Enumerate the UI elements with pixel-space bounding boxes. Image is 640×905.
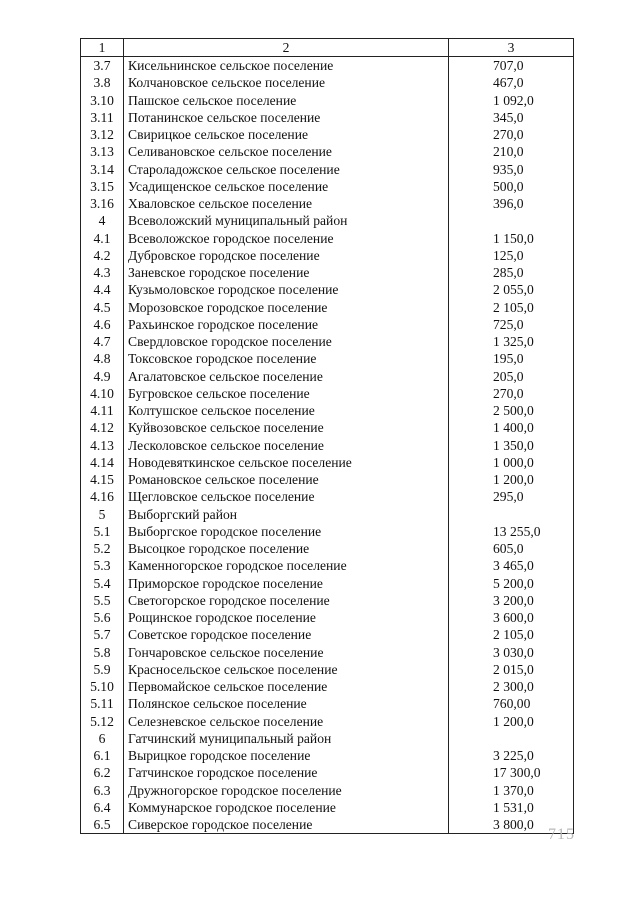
column-header-value: 3 (449, 39, 574, 57)
row-value: 760,00 (449, 695, 574, 712)
row-number: 3.10 (81, 92, 124, 109)
table-row (81, 368, 574, 385)
table-row (81, 264, 574, 281)
row-name: Рощинское городское поселение (124, 609, 449, 626)
table-row (81, 799, 574, 816)
column-header-name: 2 (124, 39, 449, 57)
row-name: Колчановское сельское поселение (124, 74, 449, 91)
row-number: 5.1 (81, 523, 124, 540)
row-name: Заневское городское поселение (124, 264, 449, 281)
row-name: Свирицкое сельское поселение (124, 126, 449, 143)
row-value: 3 200,0 (449, 592, 574, 609)
row-number: 5.12 (81, 713, 124, 730)
table-row (81, 195, 574, 212)
row-number: 4.16 (81, 488, 124, 505)
row-name: Красносельское сельское поселение (124, 661, 449, 678)
row-number: 5.6 (81, 609, 124, 626)
row-name: Куйвозовское сельское поселение (124, 419, 449, 436)
row-number: 4.9 (81, 368, 124, 385)
row-number: 4.2 (81, 247, 124, 264)
row-value: 3 465,0 (449, 557, 574, 574)
table-row (81, 506, 574, 523)
row-number: 5.5 (81, 592, 124, 609)
table-row (81, 816, 574, 834)
row-number: 5.3 (81, 557, 124, 574)
row-number: 6.4 (81, 799, 124, 816)
row-value: 205,0 (449, 368, 574, 385)
row-name: Всеволожский муниципальный район (124, 212, 449, 229)
row-value: 2 500,0 (449, 402, 574, 419)
row-name: Лесколовское сельское поселение (124, 437, 449, 454)
row-name: Сиверское городское поселение (124, 816, 449, 834)
row-number: 5.4 (81, 575, 124, 592)
row-name: Романовское сельское поселение (124, 471, 449, 488)
row-number: 4.10 (81, 385, 124, 402)
table-row (81, 57, 574, 75)
row-value: 605,0 (449, 540, 574, 557)
table-row (81, 437, 574, 454)
row-name: Староладожское сельское поселение (124, 161, 449, 178)
header-row (81, 39, 574, 57)
table-row (81, 471, 574, 488)
row-number: 4.15 (81, 471, 124, 488)
row-value: 725,0 (449, 316, 574, 333)
row-value: 345,0 (449, 109, 574, 126)
row-number: 4.11 (81, 402, 124, 419)
row-name: Советское городское поселение (124, 626, 449, 643)
row-name: Токсовское городское поселение (124, 350, 449, 367)
row-value: 2 105,0 (449, 299, 574, 316)
row-value: 2 300,0 (449, 678, 574, 695)
row-value: 270,0 (449, 126, 574, 143)
table-row (81, 575, 574, 592)
row-value: 2 055,0 (449, 281, 574, 298)
table-row (81, 402, 574, 419)
row-number: 4.14 (81, 454, 124, 471)
row-number: 6.2 (81, 764, 124, 781)
row-number: 4.8 (81, 350, 124, 367)
row-value: 1 325,0 (449, 333, 574, 350)
row-name: Всеволожское городское поселение (124, 230, 449, 247)
page-number-stamp: 715 (548, 826, 575, 843)
table-row (81, 109, 574, 126)
row-value: 467,0 (449, 74, 574, 91)
row-number: 4.4 (81, 281, 124, 298)
table-row (81, 764, 574, 781)
row-number: 5.11 (81, 695, 124, 712)
row-number: 4.1 (81, 230, 124, 247)
row-number: 3.14 (81, 161, 124, 178)
row-value: 125,0 (449, 247, 574, 264)
row-value: 195,0 (449, 350, 574, 367)
table-row (81, 281, 574, 298)
table-row (81, 126, 574, 143)
row-name: Первомайское сельское поселение (124, 678, 449, 695)
row-name: Бугровское сельское поселение (124, 385, 449, 402)
row-number: 3.16 (81, 195, 124, 212)
table-row (81, 333, 574, 350)
row-number: 6.5 (81, 816, 124, 834)
table-row (81, 678, 574, 695)
row-value: 935,0 (449, 161, 574, 178)
row-value: 3 225,0 (449, 747, 574, 764)
budget-table (80, 38, 574, 834)
table-row (81, 299, 574, 316)
table-row (81, 212, 574, 229)
table-row (81, 143, 574, 160)
row-number: 4.3 (81, 264, 124, 281)
row-value: 500,0 (449, 178, 574, 195)
row-number: 3.11 (81, 109, 124, 126)
table-row (81, 592, 574, 609)
row-number: 4 (81, 212, 124, 229)
row-name: Свердловское городское поселение (124, 333, 449, 350)
row-number: 4.7 (81, 333, 124, 350)
row-name: Вырицкое городское поселение (124, 747, 449, 764)
row-value: 1 370,0 (449, 782, 574, 799)
row-number: 4.12 (81, 419, 124, 436)
row-name: Кисельнинское сельское поселение (124, 57, 449, 75)
row-value: 2 105,0 (449, 626, 574, 643)
row-value: 1 531,0 (449, 799, 574, 816)
row-name: Хваловское сельское поселение (124, 195, 449, 212)
row-name: Щегловское сельское поселение (124, 488, 449, 505)
row-name: Выборгское городское поселение (124, 523, 449, 540)
row-value: 396,0 (449, 195, 574, 212)
row-name: Потанинское сельское поселение (124, 109, 449, 126)
table-row (81, 644, 574, 661)
table-row (81, 523, 574, 540)
row-value: 5 200,0 (449, 575, 574, 592)
table-row (81, 316, 574, 333)
column-header-number: 1 (81, 39, 124, 57)
row-name: Дубровское городское поселение (124, 247, 449, 264)
table-row (81, 92, 574, 109)
table-row (81, 419, 574, 436)
row-number: 6 (81, 730, 124, 747)
row-value: 1 150,0 (449, 230, 574, 247)
row-name: Селезневское сельское поселение (124, 713, 449, 730)
row-name: Гатчинское городское поселение (124, 764, 449, 781)
table-row (81, 454, 574, 471)
table-row (81, 385, 574, 402)
table-row (81, 730, 574, 747)
row-number: 3.7 (81, 57, 124, 75)
row-value: 2 015,0 (449, 661, 574, 678)
table-row (81, 557, 574, 574)
row-number: 5 (81, 506, 124, 523)
row-name: Коммунарское городское поселение (124, 799, 449, 816)
row-value: 17 300,0 (449, 764, 574, 781)
table-row (81, 350, 574, 367)
row-number: 6.3 (81, 782, 124, 799)
table-row (81, 161, 574, 178)
table-row (81, 782, 574, 799)
row-number: 3.12 (81, 126, 124, 143)
row-value: 3 600,0 (449, 609, 574, 626)
row-value (449, 730, 574, 747)
row-value: 13 255,0 (449, 523, 574, 540)
row-name: Приморское городское поселение (124, 575, 449, 592)
row-value: 210,0 (449, 143, 574, 160)
row-number: 5.8 (81, 644, 124, 661)
table-row (81, 488, 574, 505)
table-row (81, 713, 574, 730)
row-value (449, 506, 574, 523)
row-name: Усадищенское сельское поселение (124, 178, 449, 195)
row-number: 6.1 (81, 747, 124, 764)
table-row (81, 178, 574, 195)
row-name: Светогорское городское поселение (124, 592, 449, 609)
row-value: 1 200,0 (449, 713, 574, 730)
table-row (81, 540, 574, 557)
row-name: Кузьмоловское городское поселение (124, 281, 449, 298)
row-number: 5.7 (81, 626, 124, 643)
row-name: Дружногорское городское поселение (124, 782, 449, 799)
table-row (81, 661, 574, 678)
row-value: 295,0 (449, 488, 574, 505)
table-row (81, 74, 574, 91)
row-name: Морозовское городское поселение (124, 299, 449, 316)
row-number: 4.5 (81, 299, 124, 316)
table-row (81, 747, 574, 764)
row-number: 4.13 (81, 437, 124, 454)
table-row (81, 626, 574, 643)
row-value: 1 400,0 (449, 419, 574, 436)
row-number: 3.15 (81, 178, 124, 195)
row-value: 707,0 (449, 57, 574, 75)
row-name: Каменногорское городское поселение (124, 557, 449, 574)
row-name: Гончаровское сельское поселение (124, 644, 449, 661)
row-name: Агалатовское сельское поселение (124, 368, 449, 385)
row-name: Селивановское сельское поселение (124, 143, 449, 160)
row-number: 3.13 (81, 143, 124, 160)
row-value: 270,0 (449, 385, 574, 402)
table-row (81, 230, 574, 247)
table-row (81, 247, 574, 264)
row-value: 285,0 (449, 264, 574, 281)
row-number: 4.6 (81, 316, 124, 333)
row-name: Выборгский район (124, 506, 449, 523)
row-name: Гатчинский муниципальный район (124, 730, 449, 747)
row-name: Новодевяткинское сельское поселение (124, 454, 449, 471)
row-name: Полянское сельское поселение (124, 695, 449, 712)
row-value (449, 212, 574, 229)
row-value: 3 800,0 (449, 816, 574, 834)
row-number: 5.10 (81, 678, 124, 695)
row-name: Колтушское сельское поселение (124, 402, 449, 419)
row-number: 3.8 (81, 74, 124, 91)
row-name: Пашское сельское поселение (124, 92, 449, 109)
table-row (81, 609, 574, 626)
row-name: Высоцкое городское поселение (124, 540, 449, 557)
row-value: 1 000,0 (449, 454, 574, 471)
row-number: 5.9 (81, 661, 124, 678)
row-value: 1 350,0 (449, 437, 574, 454)
row-name: Рахьинское городское поселение (124, 316, 449, 333)
row-value: 3 030,0 (449, 644, 574, 661)
table-row (81, 695, 574, 712)
row-value: 1 092,0 (449, 92, 574, 109)
row-number: 5.2 (81, 540, 124, 557)
row-value: 1 200,0 (449, 471, 574, 488)
